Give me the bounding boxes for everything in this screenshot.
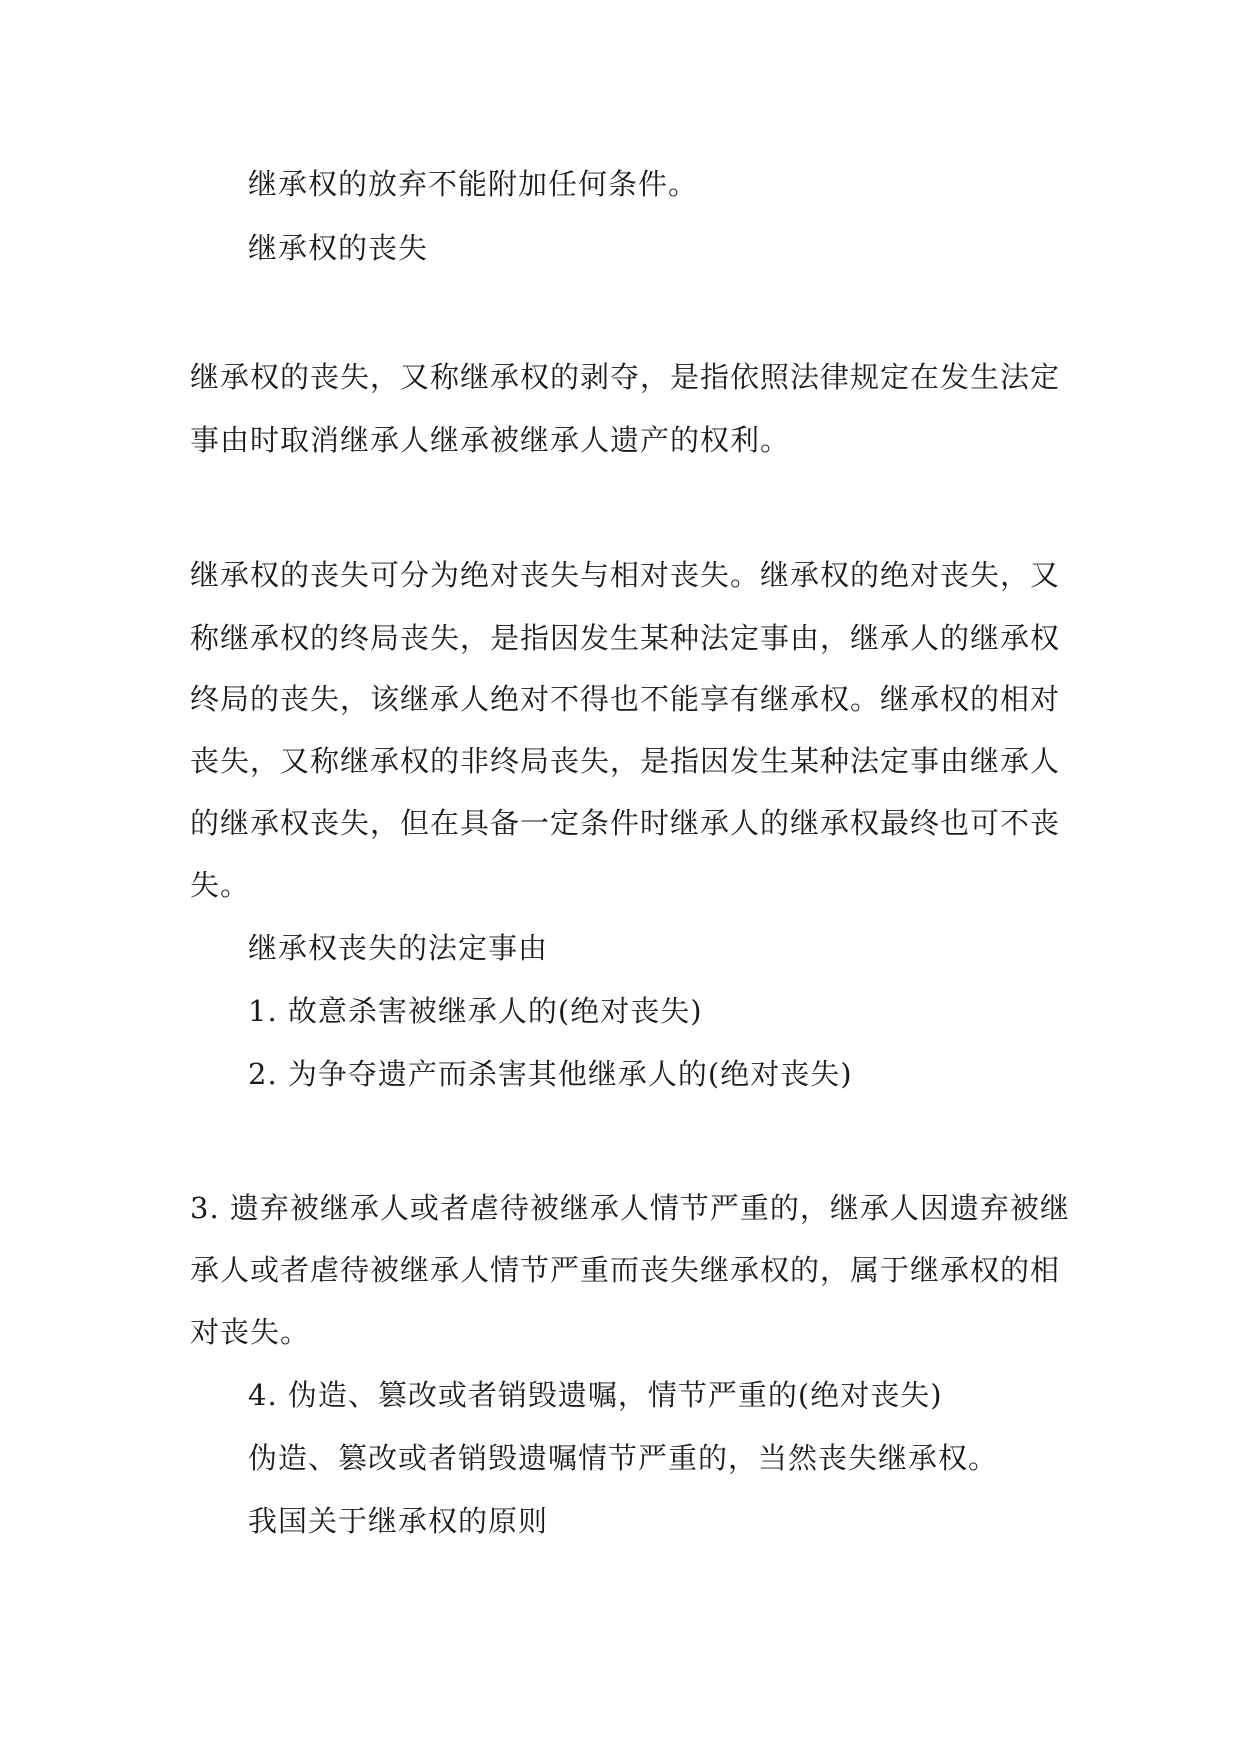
definition-line-2: 事由时取消继承人继承被继承人遗产的权利。 [190,423,791,457]
heading-principles: 我国关于继承权的原则 [248,1504,549,1538]
classification-line-1: 继承权的丧失可分为绝对丧失与相对丧失。继承权的绝对丧失，又 [190,558,1061,592]
list-item-3-line-3: 对丧失。 [190,1315,311,1349]
list-item-3-line-1: 3. 遗弃被继承人或者虐待被继承人情节严重的，继承人因遗弃被继 [190,1191,1070,1225]
paragraph-waiver-condition: 继承权的放弃不能附加任何条件。 [248,167,699,201]
list-item-2: 2. 为争夺遗产而杀害其他继承人的(绝对丧失) [248,1057,853,1091]
classification-line-3: 终局的丧失，该继承人绝对不得也不能享有继承权。继承权的相对 [190,682,1061,716]
definition-line-1: 继承权的丧失，又称继承权的剥夺，是指依照法律规定在发生法定 [190,360,1061,394]
classification-line-6: 失。 [190,868,251,902]
list-item-4-note: 伪造、篡改或者销毁遗嘱情节严重的，当然丧失继承权。 [248,1441,999,1475]
heading-loss-of-inheritance: 继承权的丧失 [248,231,429,265]
list-item-4: 4. 伪造、篡改或者销毁遗嘱，情节严重的(绝对丧失) [248,1378,943,1412]
classification-line-5: 的继承权丧失，但在具备一定条件时继承人的继承权最终也可不丧 [190,806,1061,840]
classification-line-2: 称继承权的终局丧失，是指因发生某种法定事由，继承人的继承权 [190,621,1061,655]
classification-line-4: 丧失，又称继承权的非终局丧失，是指因发生某种法定事由继承人 [190,744,1061,778]
list-item-3-line-2: 承人或者虐待被继承人情节严重而丧失继承权的，属于继承权的相 [190,1253,1061,1287]
heading-statutory-grounds: 继承权丧失的法定事由 [248,931,549,965]
list-item-1: 1. 故意杀害被继承人的(绝对丧失) [248,994,703,1028]
